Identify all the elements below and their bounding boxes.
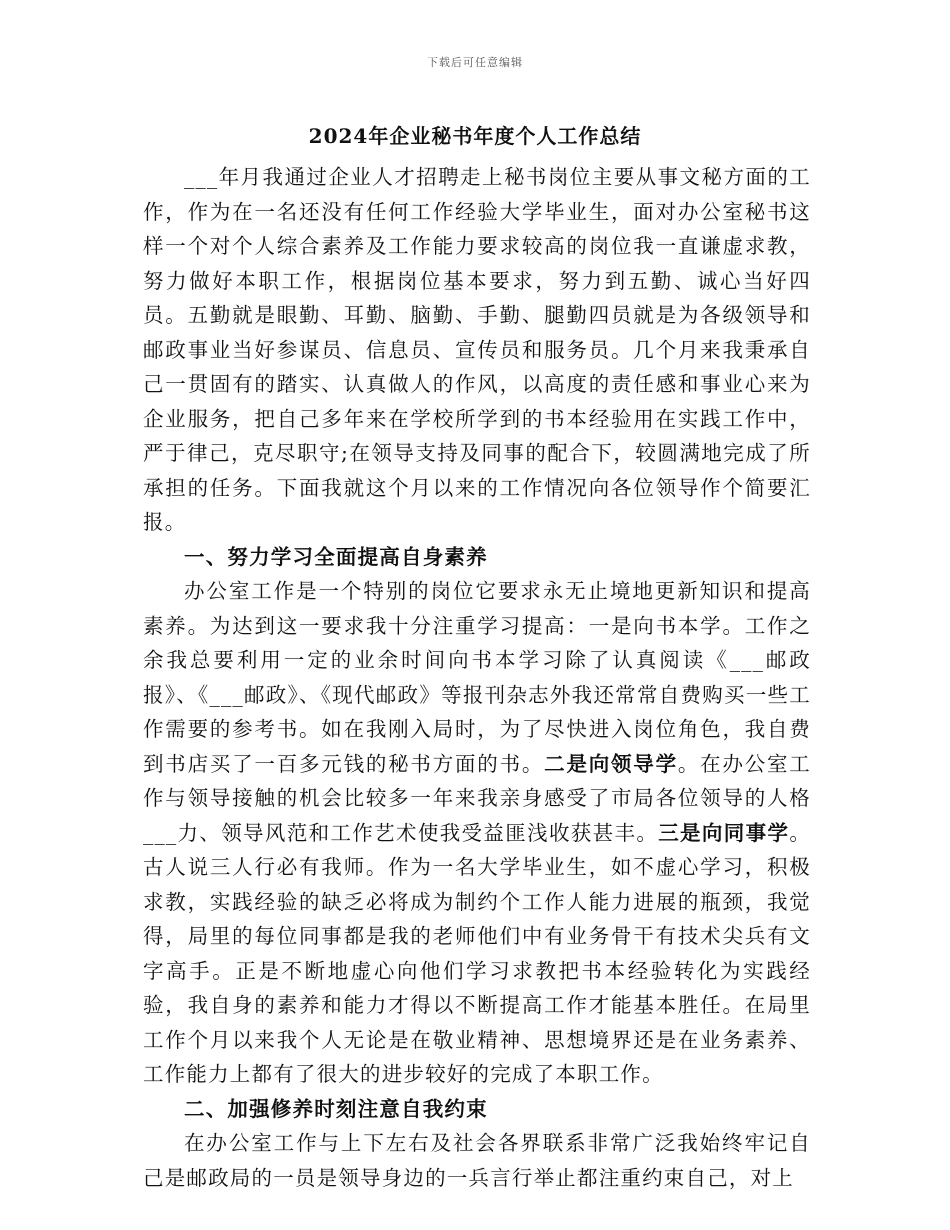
section-1-heading: 一、努力学习全面提高自身素养 (184, 544, 488, 569)
section-1-bold-2: 三是向同事学 (658, 820, 790, 845)
section-1-text-part3: 。古人说三人行必有我师。作为一名大学毕业生，如不虚心学习，积极求教，实践经验的缺乏必将成为制约个工作人能力进展的瓶颈，我觉得，局里的每位同事都是我的老师他们中有业务骨干有技术尖兵有文字高手。正是不断地虚心向他们学习求教把书本经验转化为实践经验，我自身的素养和能力才得以不断提高工作才能基本胜任。在局里工作个月以来我个人无论是在敬业精神、思想境界还是在业务素养、工作能力上都有了很大的进步较好的完成了本职工作。 (143, 820, 812, 1086)
header-note: 下载后可任意编辑 (427, 56, 523, 69)
section-2-heading: 二、加强修养时刻注意自我约束 (184, 1096, 488, 1121)
document-body (143, 160, 811, 1195)
section-1-text-part1: 办公室工作是一个特别的岗位它要求永无止境地更新知识和提高素养。为达到这一要求我十分注重学习提高：一是向书本学。工作之余我总要利用一定的业余时间向书本学习除了认真阅读《___邮政报》、《___邮政》、《现代邮政》等报刊杂志外我还常常自费购买一些工作需要的参考书。如在我刚入局时，为了尽快进入岗位角色，我自费到书店买了一百多元钱的秘书方面的书。 (143, 579, 811, 776)
section-1-text-part2: 。在办公室工作与领导接触的机会比较多一年来我亲身感受了市局各位领导的人格___力、领导风范和工作艺术使我受益匪浅收获甚丰。 (143, 751, 812, 845)
section-2-paragraph: 在办公室工作与上下左右及社会各界联系非常广泛我始终牢记自己是邮政局的一员是领导身边的一兵言行举止都注重约束自己，对上 (143, 1131, 811, 1190)
section-1-bold-1: 二是向领导学 (544, 751, 678, 776)
intro-paragraph: ___年月我通过企业人才招聘走上秘书岗位主要从事文秘方面的工作，作为在一名还没有任何工作经验大学毕业生，面对办公室秘书这样一个对个人综合素养及工作能力要求较高的岗位我一直谦虚求教，努力做好本职工作，根据岗位基本要求，努力到五勤、诚心当好四员。五勤就是眼勤、耳勤、脑勤、手勤、腿勤四员就是为各级领导和邮政事业当好参谋员、信息员、宣传员和服务员。几个月来我秉承自己一贯固有的踏实、认真做人的作风，以高度的责任感和事业心来为企业服务，把自己多年来在学校所学到的书本经验用在实践工作中，严于律己，克尽职守;在领导支持及同事的配合下，较圆满地完成了所承担的任务。下面我就这个月以来的工作情况向各位领导作个简要汇报。 (143, 165, 811, 534)
section-1-paragraph (143, 574, 811, 1092)
document-title: 2024年企业秘书年度个人工作总结 (308, 124, 642, 148)
